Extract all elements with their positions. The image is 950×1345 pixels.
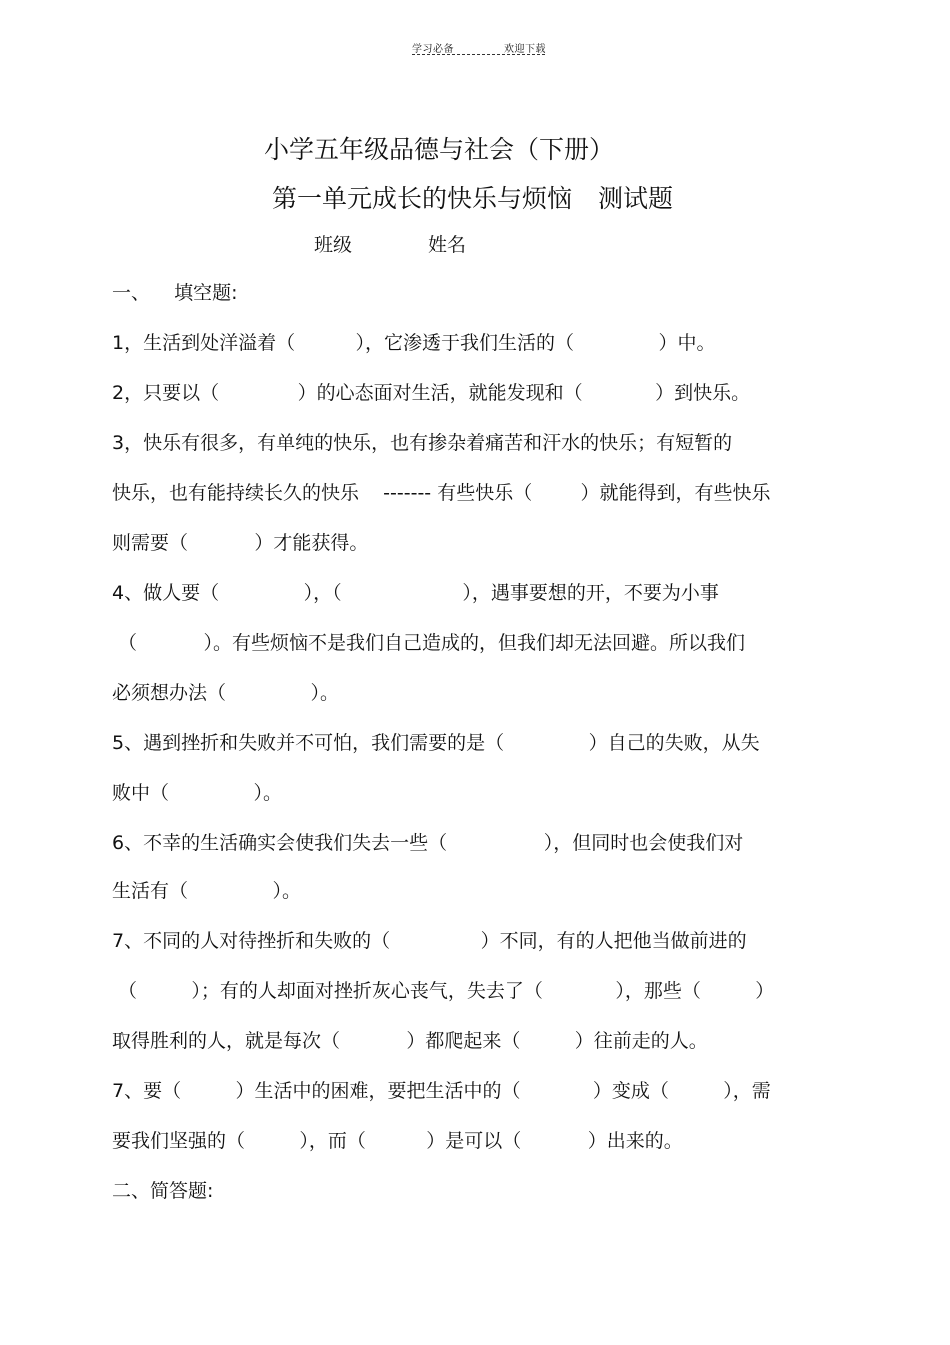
text-line: 取得胜利的人，就是每次（ ）都爬起来（ ）往前走的人。: [112, 1030, 708, 1052]
title-line-2-suffix: 测试题: [598, 184, 674, 213]
text-line: 2，只要以（ ）的心态面对生活，就能发现和（ ）到快乐。: [112, 382, 751, 404]
text-line: 5、遇到挫折和失败并不可怕，我们需要的是（ ）自己的失败，从失: [112, 732, 760, 754]
text-line: 3，快乐有很多，有单纯的快乐，也有掺杂着痛苦和汗水的快乐；有短暂的: [112, 432, 733, 454]
title-line-1: 小学五年级品德与社会（下册）: [264, 135, 615, 164]
text-line: 败中（ ）。: [112, 782, 283, 804]
header-dashed-rule: [412, 54, 545, 55]
text-line: 7、不同的人对待挫折和失败的（ ）不同，有的人把他当做前进的: [112, 930, 747, 952]
text-line: 必须想办法（ ）。: [112, 682, 340, 704]
class-label: 班级: [314, 234, 353, 256]
page-header: [412, 40, 545, 55]
text-line: 要我们坚强的（ ），而（ ）是可以（ ）出来的。: [112, 1130, 683, 1152]
text-line: 生活有（ ）。: [112, 880, 302, 902]
text-line: （ ）。有些烦恼不是我们自己造成的，但我们却无法回避。所以我们: [112, 632, 745, 654]
text-line: 快乐，也有能持续长久的快乐 ------- 有些快乐（ ）就能得到，有些快乐: [112, 482, 771, 504]
name-label: 姓名: [428, 234, 467, 256]
text-line: 6、不幸的生活确实会使我们失去一些（ ），但同时也会使我们对: [112, 832, 744, 854]
title-line-2: [272, 179, 950, 215]
section-heading-fill: 一、 填空题:: [112, 282, 238, 304]
header-right-text: 欢迎下载: [504, 44, 546, 55]
text-line: 则需要（ ）才能获得。: [112, 532, 369, 554]
header-left-text: 学习必备: [412, 44, 454, 55]
text-line: 1，生活到处洋溢着（ ），它渗透于我们生活的（ ）中。: [112, 332, 716, 354]
text-line: 4、做人要（ ），（ ），遇事要想的开，不要为小事: [112, 582, 719, 604]
text-line: （ ）；有的人却面对挫折灰心丧气，失去了（ ），那些（ ）: [112, 980, 775, 1002]
title-line-2-main: 第一单元成长的快乐与烦恼: [272, 184, 573, 213]
text-line: 7、要（ ）生活中的困难，要把生活中的（ ）变成（ ），需: [112, 1080, 771, 1102]
section-heading-short-answer: 二、简答题:: [112, 1180, 214, 1202]
